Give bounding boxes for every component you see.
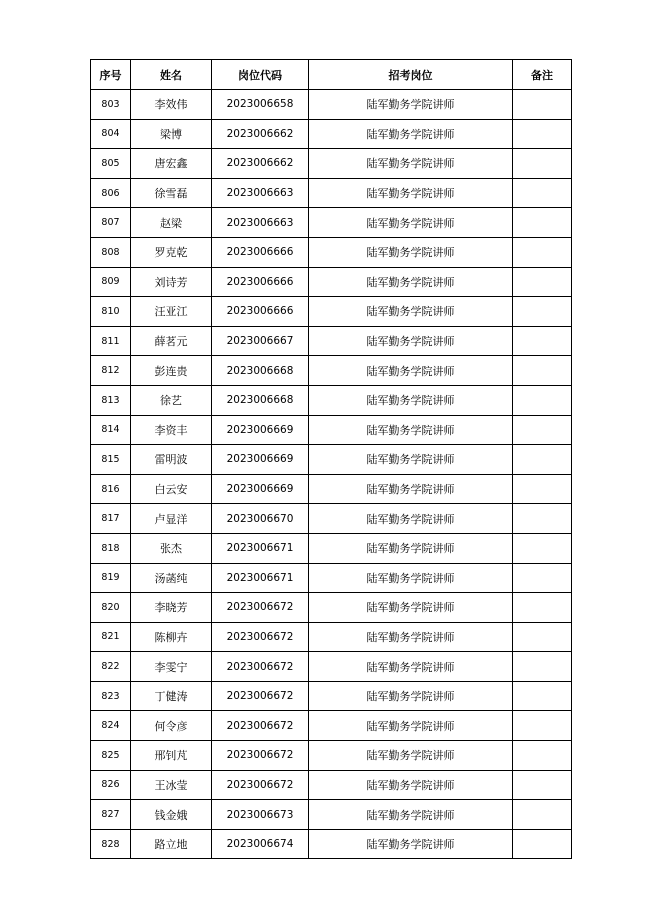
cell-note [513, 445, 572, 475]
table-row [91, 800, 572, 830]
cell-code: 2023006674 [212, 829, 309, 859]
cell-note [513, 208, 572, 238]
cell-name: 汪亚江 [131, 297, 212, 327]
table-row [91, 90, 572, 120]
cell-code: 2023006672 [212, 741, 309, 771]
table-row [91, 297, 572, 327]
cell-code: 2023006673 [212, 800, 309, 830]
cell-seq: 826 [91, 770, 131, 800]
table-row [91, 237, 572, 267]
cell-seq: 818 [91, 533, 131, 563]
cell-post: 陆军勤务学院讲师 [309, 741, 513, 771]
table-header [91, 60, 572, 90]
cell-note [513, 622, 572, 652]
table-row [91, 563, 572, 593]
cell-seq: 819 [91, 563, 131, 593]
cell-seq: 813 [91, 385, 131, 415]
cell-name: 薛茗元 [131, 326, 212, 356]
table-row [91, 445, 572, 475]
table-row [91, 178, 572, 208]
header-note: 备注 [513, 60, 572, 90]
cell-name: 王冰莹 [131, 770, 212, 800]
cell-name: 张杰 [131, 533, 212, 563]
table-row [91, 474, 572, 504]
cell-note [513, 119, 572, 149]
cell-code: 2023006668 [212, 356, 309, 386]
header-code: 岗位代码 [212, 60, 309, 90]
cell-name: 李雯宁 [131, 652, 212, 682]
cell-code: 2023006662 [212, 119, 309, 149]
cell-name: 钱金娥 [131, 800, 212, 830]
table-row [91, 770, 572, 800]
cell-seq: 821 [91, 622, 131, 652]
header-post: 招考岗位 [309, 60, 513, 90]
cell-note [513, 711, 572, 741]
cell-code: 2023006672 [212, 622, 309, 652]
cell-post: 陆军勤务学院讲师 [309, 504, 513, 534]
table-row [91, 593, 572, 623]
cell-name: 梁博 [131, 119, 212, 149]
table-body [91, 90, 572, 859]
header-row [91, 60, 572, 90]
cell-seq: 809 [91, 267, 131, 297]
cell-post: 陆军勤务学院讲师 [309, 593, 513, 623]
cell-note [513, 504, 572, 534]
table-row [91, 652, 572, 682]
cell-post: 陆军勤务学院讲师 [309, 208, 513, 238]
cell-post: 陆军勤务学院讲师 [309, 90, 513, 120]
cell-seq: 811 [91, 326, 131, 356]
cell-name: 何令彦 [131, 711, 212, 741]
cell-code: 2023006663 [212, 178, 309, 208]
cell-code: 2023006663 [212, 208, 309, 238]
cell-code: 2023006666 [212, 237, 309, 267]
cell-post: 陆军勤务学院讲师 [309, 445, 513, 475]
cell-seq: 823 [91, 681, 131, 711]
cell-seq: 815 [91, 445, 131, 475]
cell-code: 2023006666 [212, 297, 309, 327]
table-row [91, 533, 572, 563]
header-seq: 序号 [91, 60, 131, 90]
cell-seq: 805 [91, 149, 131, 179]
cell-name: 李效伟 [131, 90, 212, 120]
cell-seq: 804 [91, 119, 131, 149]
cell-post: 陆军勤务学院讲师 [309, 237, 513, 267]
cell-post: 陆军勤务学院讲师 [309, 178, 513, 208]
cell-code: 2023006671 [212, 533, 309, 563]
cell-code: 2023006669 [212, 445, 309, 475]
cell-name: 陈柳卉 [131, 622, 212, 652]
cell-code: 2023006668 [212, 385, 309, 415]
cell-note [513, 149, 572, 179]
table-row [91, 504, 572, 534]
cell-seq: 828 [91, 829, 131, 859]
cell-post: 陆军勤务学院讲师 [309, 119, 513, 149]
cell-note [513, 267, 572, 297]
cell-post: 陆军勤务学院讲师 [309, 149, 513, 179]
cell-note [513, 533, 572, 563]
cell-note [513, 326, 572, 356]
cell-post: 陆军勤务学院讲师 [309, 770, 513, 800]
cell-seq: 814 [91, 415, 131, 445]
cell-post: 陆军勤务学院讲师 [309, 385, 513, 415]
cell-name: 路立地 [131, 829, 212, 859]
cell-code: 2023006658 [212, 90, 309, 120]
cell-post: 陆军勤务学院讲师 [309, 652, 513, 682]
table-row [91, 119, 572, 149]
cell-post: 陆军勤务学院讲师 [309, 356, 513, 386]
cell-note [513, 474, 572, 504]
cell-post: 陆军勤务学院讲师 [309, 711, 513, 741]
cell-code: 2023006672 [212, 681, 309, 711]
table-row [91, 208, 572, 238]
cell-seq: 824 [91, 711, 131, 741]
cell-note [513, 770, 572, 800]
table-row [91, 267, 572, 297]
cell-name: 李资丰 [131, 415, 212, 445]
header-name: 姓名 [131, 60, 212, 90]
cell-seq: 816 [91, 474, 131, 504]
cell-note [513, 415, 572, 445]
cell-name: 李晓芳 [131, 593, 212, 623]
cell-seq: 810 [91, 297, 131, 327]
cell-name: 汤菡纯 [131, 563, 212, 593]
cell-seq: 822 [91, 652, 131, 682]
cell-code: 2023006672 [212, 593, 309, 623]
cell-post: 陆军勤务学院讲师 [309, 681, 513, 711]
table-row [91, 415, 572, 445]
cell-name: 徐艺 [131, 385, 212, 415]
cell-code: 2023006667 [212, 326, 309, 356]
cell-note [513, 829, 572, 859]
cell-post: 陆军勤务学院讲师 [309, 415, 513, 445]
cell-seq: 803 [91, 90, 131, 120]
cell-code: 2023006669 [212, 415, 309, 445]
cell-note [513, 593, 572, 623]
cell-post: 陆军勤务学院讲师 [309, 533, 513, 563]
cell-seq: 827 [91, 800, 131, 830]
cell-post: 陆军勤务学院讲师 [309, 622, 513, 652]
cell-code: 2023006669 [212, 474, 309, 504]
cell-post: 陆军勤务学院讲师 [309, 297, 513, 327]
cell-note [513, 385, 572, 415]
cell-note [513, 297, 572, 327]
cell-note [513, 800, 572, 830]
cell-note [513, 681, 572, 711]
cell-post: 陆军勤务学院讲师 [309, 800, 513, 830]
cell-name: 刘诗芳 [131, 267, 212, 297]
cell-name: 罗克乾 [131, 237, 212, 267]
cell-note [513, 652, 572, 682]
table-row [91, 741, 572, 771]
cell-code: 2023006671 [212, 563, 309, 593]
cell-post: 陆军勤务学院讲师 [309, 563, 513, 593]
cell-note [513, 178, 572, 208]
cell-name: 卢显洋 [131, 504, 212, 534]
cell-name: 雷明波 [131, 445, 212, 475]
table-row [91, 681, 572, 711]
cell-code: 2023006672 [212, 770, 309, 800]
cell-name: 彭连贵 [131, 356, 212, 386]
cell-seq: 817 [91, 504, 131, 534]
roster-table [90, 59, 572, 859]
cell-seq: 806 [91, 178, 131, 208]
cell-name: 赵梁 [131, 208, 212, 238]
cell-post: 陆军勤务学院讲师 [309, 474, 513, 504]
cell-note [513, 237, 572, 267]
cell-seq: 808 [91, 237, 131, 267]
table-row [91, 149, 572, 179]
cell-seq: 825 [91, 741, 131, 771]
table-row [91, 385, 572, 415]
cell-post: 陆军勤务学院讲师 [309, 326, 513, 356]
cell-seq: 812 [91, 356, 131, 386]
table-row [91, 356, 572, 386]
cell-note [513, 90, 572, 120]
cell-name: 徐雪磊 [131, 178, 212, 208]
cell-post: 陆军勤务学院讲师 [309, 829, 513, 859]
cell-code: 2023006672 [212, 652, 309, 682]
cell-note [513, 741, 572, 771]
cell-post: 陆军勤务学院讲师 [309, 267, 513, 297]
cell-code: 2023006672 [212, 711, 309, 741]
table-row [91, 326, 572, 356]
cell-seq: 820 [91, 593, 131, 623]
cell-name: 邢钊芃 [131, 741, 212, 771]
cell-code: 2023006666 [212, 267, 309, 297]
cell-seq: 807 [91, 208, 131, 238]
table-row [91, 711, 572, 741]
cell-name: 白云安 [131, 474, 212, 504]
table-row [91, 622, 572, 652]
table-row [91, 829, 572, 859]
cell-code: 2023006670 [212, 504, 309, 534]
cell-name: 唐宏鑫 [131, 149, 212, 179]
cell-code: 2023006662 [212, 149, 309, 179]
cell-name: 丁健涛 [131, 681, 212, 711]
cell-note [513, 563, 572, 593]
cell-note [513, 356, 572, 386]
